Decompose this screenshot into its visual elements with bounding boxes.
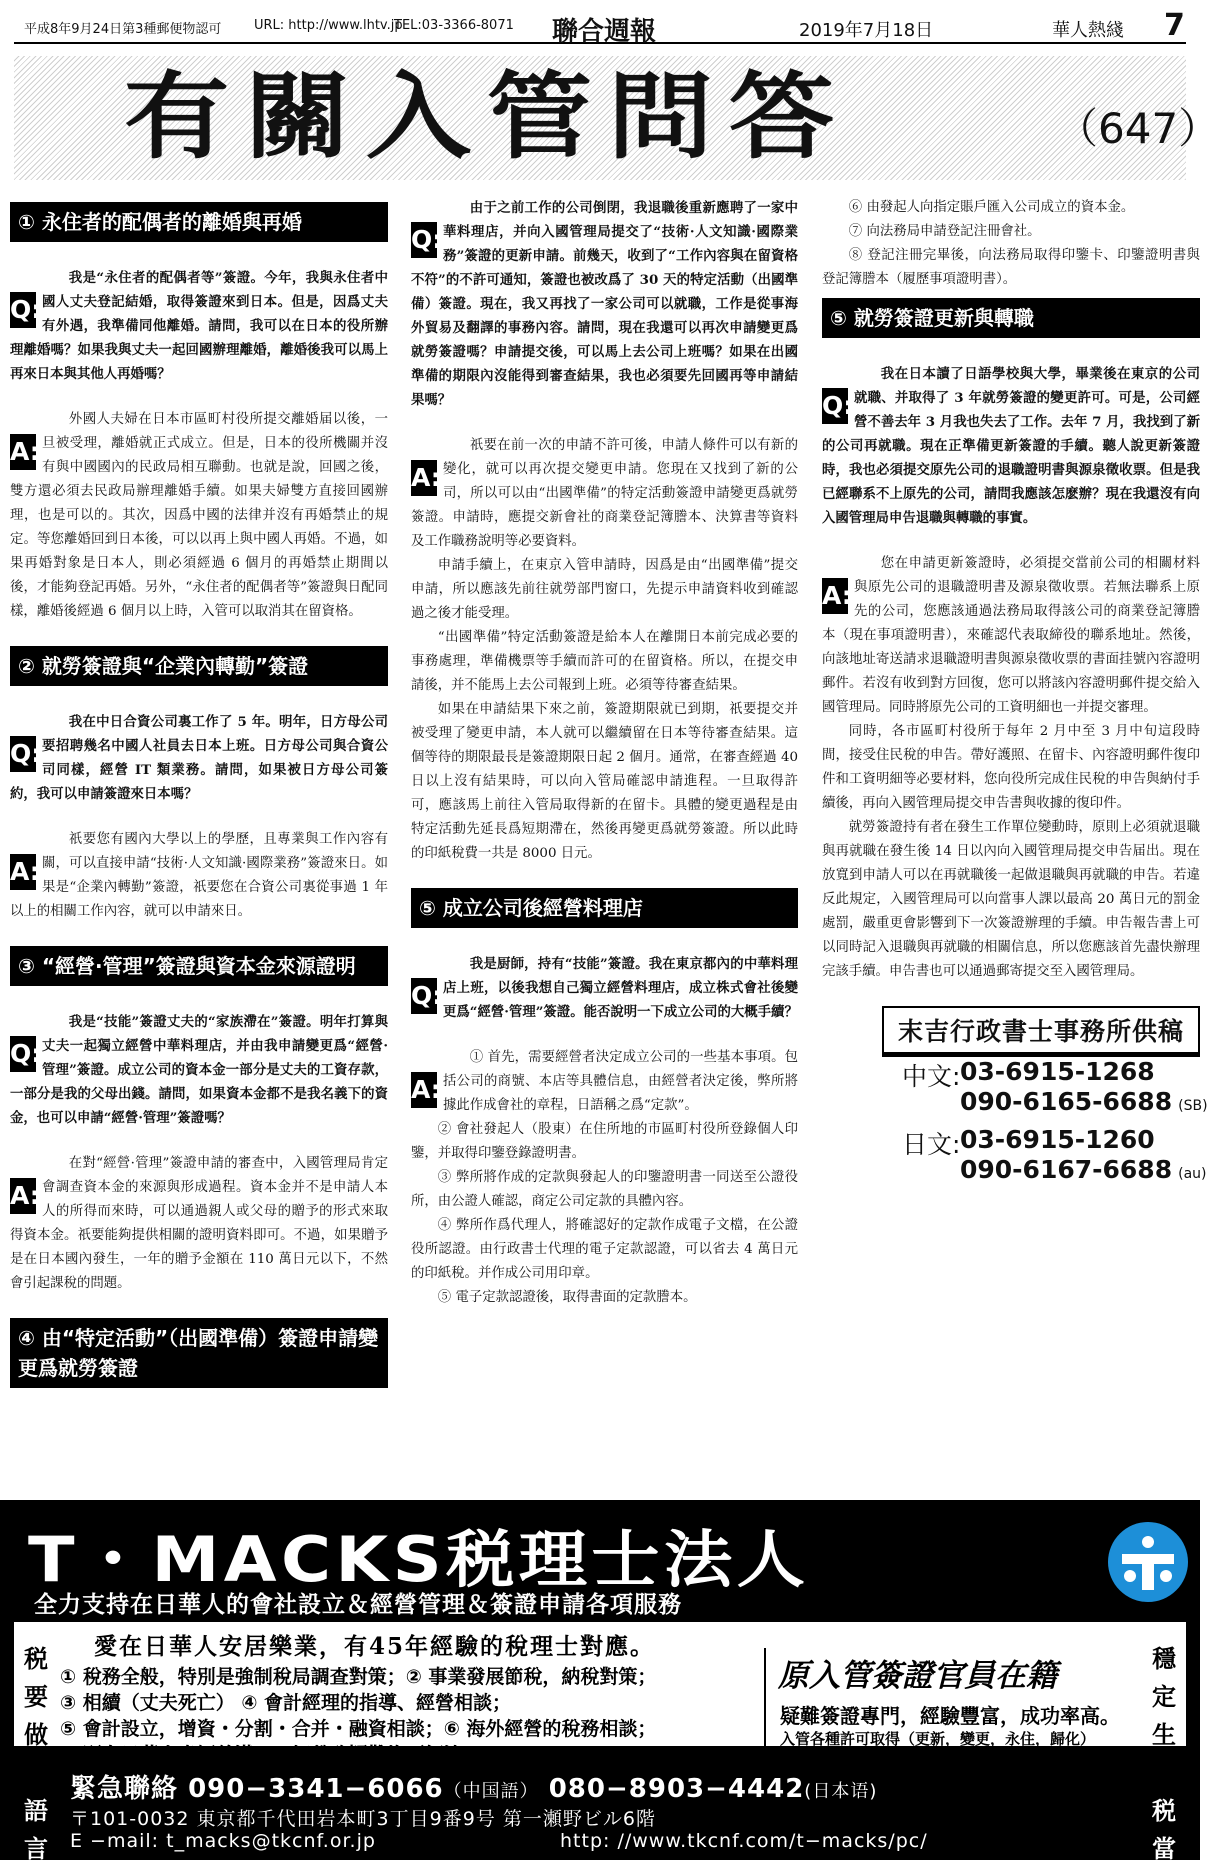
ad-special-title: 原入管簽證官員在籍 <box>778 1658 1057 1694</box>
ad-vertical-char: 要 <box>24 1682 48 1711</box>
article-3-question-text: 我是“技能”簽證丈夫的“家族滯在”簽證。明年打算與丈夫一起獨立經營中華料理店，并由我申請變更爲“經營·管理”簽證。成立公司的資本金一部分是丈夫的工資存款，一部分是我的父母出錢。請問，如果資本金都不是我名義下的資金，也可以申請“經營·管理”簽證嗎？ <box>10 1014 388 1126</box>
article-3-heading: ③ “經營·管理”簽證與資本金來源證明 <box>10 946 388 986</box>
article-2-heading: ② 就勞簽證與“企業內轉勤”簽證 <box>10 646 388 686</box>
credit-phone-number[interactable]: 03-6915-1268 <box>960 1057 1155 1086</box>
answer-mark-icon: A: <box>411 1072 437 1108</box>
article-1-heading: ① 永住者的配偶者的離婚與再婚 <box>10 202 388 242</box>
newspaper-name: 聯合週報 <box>552 17 657 47</box>
ad-website-link[interactable]: http: //www.tkcnf.com/t−macks/pc/ <box>560 1830 928 1852</box>
article-6-answer-text-1: 您在申請更新簽證時，必須提交當前公司的相關材料與原先公司的退職證明書及源泉徵收票。若無法聯系上原先的公司，您應該通過法務局取得該公司的商業登記簿謄本（現在事項證明書），來確認代表取締役的聯系地址。然後，向該地址寄送請求退職證明書與源泉徵收票的書面挂號內容證明郵件。若沒有收到對方回復，您可以將該內容證明郵件提交給入國管理局。同時將原先公司的工資明細也一并提交審理。 <box>822 556 1200 715</box>
ad-vertical-left <box>16 1640 56 1868</box>
article-2-answer <box>10 828 388 924</box>
article-2-question <box>10 710 388 806</box>
ad-vertical-char: 語 <box>24 1796 48 1825</box>
answer-mark-icon: A: <box>10 854 36 890</box>
credit-heading: 末吉行政書士事務所供稿 <box>882 1006 1200 1057</box>
article-1-question-text: 我是“永住者的配偶者等”簽證。今年，我與永住者中國人丈夫登記結婚，取得簽證來到日本。但是，因爲丈夫有外遇，我準備同他離婚。請問，我可以在日本的役所辦理離婚嗎？如果我與丈夫一起回國辦理離婚，離婚後我可以馬上再來日本與其他人再婚嗎？ <box>10 270 388 382</box>
ad-vertical-char: 穩 <box>1152 1644 1176 1673</box>
credit-phone-number[interactable]: 03-6915-1260 <box>960 1125 1155 1154</box>
article-1-question <box>10 266 388 386</box>
article-area <box>10 196 1208 1486</box>
ad-service-line: ③ 相續（丈夫死亡） ④ 會計經理的指導、經營相談； <box>60 1692 512 1714</box>
question-mark-icon: Q: <box>411 222 437 258</box>
column-2 <box>411 196 798 1496</box>
credit-carrier-note: (SB) <box>1178 1098 1208 1114</box>
ad-vertical-right <box>1144 1640 1184 1868</box>
credit-phone[interactable] <box>960 1125 1161 1154</box>
question-mark-icon: Q: <box>10 292 36 328</box>
firm-logo-icon <box>1108 1522 1188 1602</box>
postal-permit: 平成8年9月24日第3種郵便物認可 <box>24 22 222 37</box>
credit-label: 中文: <box>902 1062 961 1091</box>
ad-vertical-char: 税 <box>24 1644 48 1673</box>
column-banner <box>14 56 1220 180</box>
ad-special-line-2: 入管各種許可取得（更新，變更，永住，歸化） <box>780 1730 1096 1748</box>
credit-carrier-note: (au) <box>1178 1166 1207 1182</box>
ad-tagline: 全力支持在日華人的會社設立＆經營管理＆簽證申請各項服務 <box>34 1592 682 1618</box>
section-name: 華人熱綫 <box>1052 20 1124 41</box>
ad-emergency-contact <box>70 1768 877 1805</box>
answer-mark-icon: A: <box>10 1178 36 1214</box>
ad-vertical-char: 活 <box>1152 1758 1176 1787</box>
article-4-answer <box>411 434 798 866</box>
article-5-heading: ⑤ 成立公司後經營料理店 <box>411 888 798 928</box>
article-2-question-text: 我在中日合資公司裏工作了 5 年。明年，日方母公司要招聘幾名中國人社員去日本上班。日方母公司與合資公司同樣，經營 IT 類業務。請問，如果被日方母公司簽約，我可以申請簽證來日本嗎？ <box>10 714 388 802</box>
article-5-answer-continued <box>822 196 1200 292</box>
column-3 <box>822 196 1208 1496</box>
ad-vertical-char: 生 <box>1152 1720 1176 1749</box>
article-6-answer-text-3: 就勞簽證持有者在發生工作單位變動時，原則上必須就退職與再就職在發生後 14 日以內向入國管理局提交申告届出。現在放寬到申請人可以在再就職後一起做退職與再就職的申告。若違反此規定，入國管理局可以向當事人課以最高 20 萬日元的罰金處罰，嚴重更會影響到下一次簽證辦理的手續。申告報告書上可以同時記入退職與再就職的相關信息，所以您應該首先盡快辦理完該手續。申告書也可以通過郵寄提交至入國管理局。 <box>822 820 1200 979</box>
ad-vertical-char: 好 <box>24 1758 48 1787</box>
article-5-step-7: ⑦ 向法務局申請登記注冊會社。 <box>848 224 1041 239</box>
article-5-step-4: ④ 弊所作爲代理人，將確認好的定款作成電子文檔，在公證役所認證。由行政書士代理的電子定款認證，可以省去 4 萬日元的印紙稅。并作成公司用印章。 <box>411 1218 798 1281</box>
article-6-answer <box>822 552 1200 984</box>
ad-vertical-char: 税 <box>1152 1796 1176 1825</box>
answer-mark-icon: A: <box>411 460 437 496</box>
article-4-heading: ④ 由“特定活動”（出國準備）簽證申請變更爲就勞簽證 <box>10 1318 388 1388</box>
credit-phone-row <box>822 1087 1208 1117</box>
ad-service-line: ⑦ 願在日華人幸福美滿，一切稅務疑難均可解決。 <box>60 1744 482 1766</box>
ad-emergency-label: 緊急聯絡 <box>70 1774 179 1804</box>
ad-phone-chinese[interactable]: 090−3341−6066 <box>188 1774 444 1804</box>
question-mark-icon: Q: <box>10 736 36 772</box>
answer-mark-icon: A: <box>10 434 36 470</box>
issue-date: 2019年7月18日 <box>799 20 934 41</box>
article-6-answer-text-2: 同時，各市區町村役所于每年 2 月中至 3 月中旬這段時間，接受住民稅的申告。帶好護照、在留卡、內容證明郵件復印件和工資明細等必要材料，您向役所完成住民稅的申告與納付手續後，再向入國管理局提交申告書與收據的復印件。 <box>822 724 1200 811</box>
ad-vertical-char: 定 <box>1152 1682 1176 1711</box>
article-5-step-8: ⑧ 登記注冊完畢後，向法務局取得印鑒卡、印鑒證明書與登記簿謄本（履歷事項證明書）。 <box>822 248 1200 287</box>
ad-vertical-char: 言 <box>24 1834 48 1863</box>
article-2-answer-text: 祇要您有國內大學以上的學歷，且專業與工作內容有關，可以直接申請“技術·人文知識·國際業務”簽證來日。如果是“企業內轉勤”簽證，祇要您在合資公司裏從事過 1 年以上的相關工作內容，就可以申請來日。 <box>10 832 388 919</box>
ad-slogan: 愛在日華人安居樂業，有45年經驗的稅理士對應。 <box>94 1633 656 1660</box>
article-5-question <box>411 952 798 1024</box>
page-number: 7 <box>1164 8 1185 43</box>
tax-firm-advertisement <box>0 1500 1200 1863</box>
banner-title: 有關入管問答 <box>124 63 850 172</box>
ad-address: 〒101-0032 東京都千代田岩本町3丁目9番9号 第一瀬野ビル6階 <box>70 1808 656 1830</box>
credit-phone-row <box>822 1125 1200 1159</box>
ad-phone-japanese[interactable]: 080−8903−4442 <box>548 1774 805 1804</box>
ad-service-line: ⑤ 會計設立，增資・分割・合并・融資相談；⑥ 海外經營的稅務相談； <box>60 1718 657 1740</box>
article-5-step-5: ⑤ 電子定款認證後，取得書面的定款謄本。 <box>437 1290 697 1305</box>
article-5-step-1: ① 首先，需要經營者決定成立公司的一些基本事項。包括公司的商號、本店等具體信息，由經營者決定後，弊所將據此作成會社的章程，日語稱之爲“定款”。 <box>443 1050 798 1113</box>
article-6-heading: ⑤ 就勞簽證更新與轉職 <box>822 298 1200 338</box>
article-4-answer-text-1: 祇要在前一次的申請不許可後，申請人條件可以有新的變化，就可以再次提交變更申請。您現在又找到了新的公司，所以可以由“出國準備”的特定活動簽證申請變更爲就勞簽證。申請時，應提交新會社的商業登記簿謄本、決算書等資料及工作職務說明等必要資料。 <box>411 438 798 549</box>
ad-special-line-1: 疑難簽證專門，經驗豐富，成功率高。 <box>780 1704 1120 1728</box>
article-4-answer-text-4: 如果在申請結果下來之前，簽證期限就已到期，祇要提交并被受理了變更申請，本人就可以繼續留在日本等待審查結果。這個等待的期限最長是簽證期限日起 2 個月。通常，在審查經過 40 日以上沒有結果時，可以向入管局確認申請進程。一旦取得許可，應該馬上前往入管局取得新的在留卡。具體的變更過程是由特定活動先延長爲短期滯在，然後再變更爲就勞簽證。所以此時的印紙稅費一共是 8000 日元。 <box>411 702 798 861</box>
article-4-question-text: 由于之前工作的公司倒閉，我退職後重新應聘了一家中華料理店，并向入國管理局提交了“技術·人文知識·國際業務”簽證的更新申請。前幾天，收到了“工作內容與在留資格不符”的不許可通知，簽證也被改爲了 30 天的特定活動（出國準備）簽證。現在，我又再找了一家公司可以就職，工作是從事海外貿易及翻譯的事務內容。請問，現在我還可以再次申請變更爲就勞簽證嗎？申請提交後，可以馬上去公司上班嗎？如果在出國準備的期限內沒能得到審查結果，我也必須要先回國再等申請結果嗎？ <box>411 200 798 408</box>
article-5-step-6: ⑥ 由發起人向指定賬戶匯入公司成立的資本金。 <box>848 200 1135 215</box>
header-url[interactable]: URL: http://www.lhtv.jp <box>254 18 403 33</box>
contributor-credit <box>822 1006 1208 1185</box>
article-1-answer <box>10 408 388 624</box>
article-5-answer <box>411 1046 798 1310</box>
ad-phone-japanese-lang: (日本语) <box>804 1781 878 1802</box>
credit-phone[interactable] <box>960 1057 1161 1086</box>
credit-phone-number[interactable]: 090-6165-6688 <box>960 1087 1173 1116</box>
ad-vertical-char: 做 <box>24 1720 48 1749</box>
article-6-question-text: 我在日本讀了日語學校與大學，畢業後在東京的公司就職、并取得了 3 年就勞簽證的變更許可。可是，公司經營不善去年 3 月我也失去了工作。去年 7 月，我找到了新的公司再就職。現在正準備更新簽證的手續。聽人說更新簽證時，我也必須提交原先公司的退職證明書與源泉徵收票。但是我已經聯系不上原先的公司，請問我應該怎麽辦？現在我還沒有向入國管理局申告退職與轉職的事實。 <box>822 366 1200 526</box>
ad-services-list <box>60 1664 760 1768</box>
article-5-step-3: ③ 弊所將作成的定款與發起人的印鑒證明書一同送至公證役所，由公證人確認，商定公司定款的具體內容。 <box>411 1170 798 1209</box>
ad-phone-chinese-lang: （中国語） <box>443 1781 539 1802</box>
credit-label: 日文: <box>902 1130 961 1159</box>
credit-phone[interactable] <box>960 1087 1208 1116</box>
article-3-answer <box>10 1152 388 1296</box>
article-4-answer-text-3: “出國準備”特定活動簽證是給本人在離開日本前完成必要的事務處理，準備機票等手續而許可的在留資格。所以，在提交申請後，并不能馬上去公司報到上班。必須等待審查結果。 <box>411 630 798 693</box>
article-1-answer-text: 外國人夫婦在日本市區町村役所提交離婚届以後，一旦被受理，離婚就正式成立。但是，日本的役所機關并沒有與中國國內的民政局相互聯動。也就是說，回國之後，雙方還必須去民政局辦理離婚手續。如果夫婦雙方直接回國辦理，也是可以的。其次，因爲中國的法律并沒有再婚禁止的規定。等您離婚回到日本後，可以以再上與中國人再婚。不過，如果再婚對象是日本人，則必須經過 6 個月的再婚禁止期間以後，才能夠登記再婚。另外，“永住者的配偶者等”簽證與日配同樣，離婚後經過 6 個月以上時，入管可以取消其在留資格。 <box>10 412 388 619</box>
article-4-answer-text-2: 申請手續上，在東京入管申請時，因爲是由“出國準備”提交申請，所以應該先前往就勞部門窗口，先提示申請資料收到確認過之後才能受理。 <box>411 558 798 621</box>
article-4-question <box>411 196 798 412</box>
credit-phone-row <box>822 1057 1200 1091</box>
banner-issue-number: （647） <box>1056 104 1220 153</box>
ad-firm-name: T・MACKS税理士法人 <box>28 1523 810 1596</box>
header-tel: TEL:03-3366-8071 <box>394 18 514 33</box>
question-mark-icon: Q: <box>411 978 437 1014</box>
article-3-answer-text: 在對“經營·管理”簽證申請的審查中，入國管理局肯定會調查資本金的來源與形成過程。資本金并不是申請人本人的所得而來時，可以通過親人或父母的贈予的形式來取得資本金。祇要能夠提供相關的證明資料即可。不過，如果贈予是在日本國內發生，一年的贈予金額在 110 萬日元以下，不然會引起課稅的問題。 <box>10 1156 388 1291</box>
credit-phone[interactable] <box>960 1155 1207 1184</box>
ad-email-link[interactable]: E −mail: t_macks@tkcnf.or.jp <box>70 1830 376 1852</box>
question-mark-icon: Q: <box>10 1036 36 1072</box>
question-mark-icon: Q: <box>822 388 848 424</box>
ad-divider <box>764 1648 766 1748</box>
ad-service-line: ① 稅務全般，特別是強制稅局調查對策；② 事業發展節稅，納稅對策； <box>60 1666 657 1688</box>
column-1 <box>10 196 388 1496</box>
answer-mark-icon: A: <box>822 578 848 614</box>
credit-phone-row <box>822 1155 1207 1185</box>
article-5-step-2: ② 會社發起人（股東）在住所地的市區町村役所登錄個人印鑒，并取得印鑒登錄證明書。 <box>411 1122 798 1161</box>
article-6-question <box>822 362 1200 530</box>
article-3-question <box>10 1010 388 1130</box>
ad-vertical-char: 當 <box>1152 1834 1176 1863</box>
credit-phone-number[interactable]: 090-6167-6688 <box>960 1155 1173 1184</box>
article-5-question-text: 我是厨師，持有“技能”簽證。我在東京都內的中華料理店上班，以後我想自己獨立經營料理店，成立株式會社後變更爲“經營·管理”簽證。能否說明一下成立公司的大概手續？ <box>443 956 798 1020</box>
page-header <box>14 8 1186 47</box>
